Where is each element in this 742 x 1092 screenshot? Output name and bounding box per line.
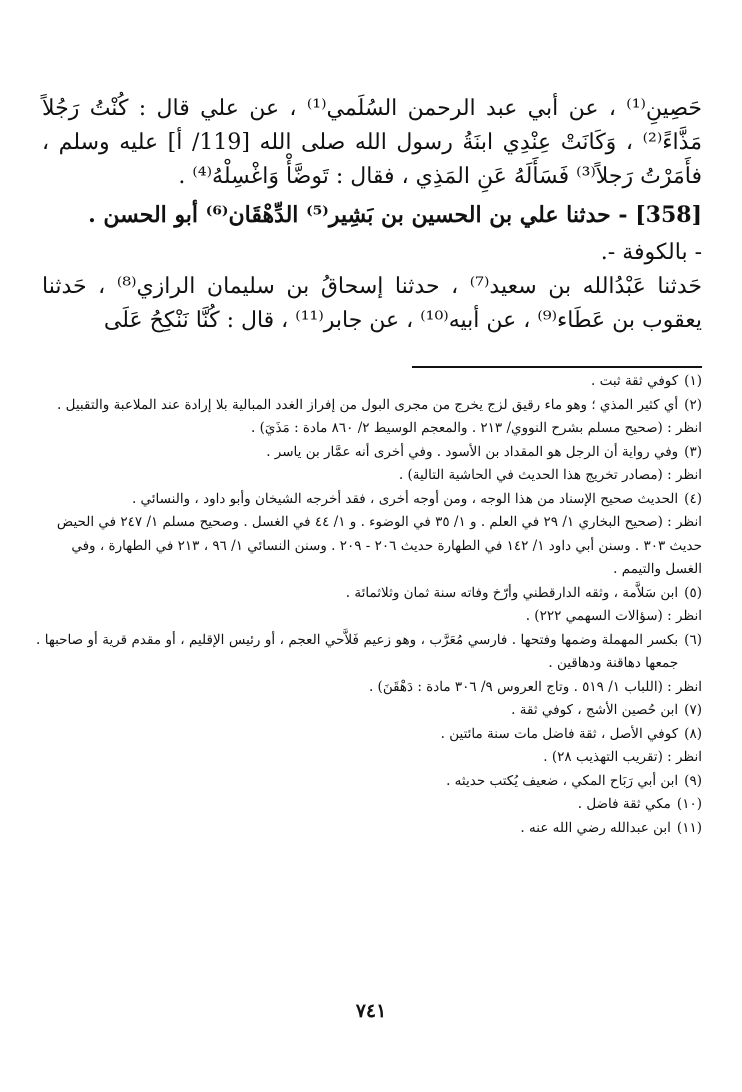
footnote-number: (١): [684, 373, 702, 389]
footnote: [36, 699, 702, 723]
footnotes: [36, 370, 702, 840]
footnote-text: ابن عبدالله رضي الله عنه .: [520, 819, 671, 836]
footnote-number: (٧): [684, 702, 702, 718]
hadith-heading: [358] - حدثنا علي بن الحسين بن بَشِير⁽⁵⁾ الدِّهْقَان⁽⁶⁾ أبو الحسن .: [88, 202, 702, 228]
footnote-number: (٩): [684, 772, 702, 789]
footnote: [36, 370, 702, 394]
footnote: [36, 582, 702, 606]
location-line: - بالكوفة -.: [600, 240, 702, 265]
footnote-number: (١٠): [676, 796, 702, 812]
footnote: [36, 488, 702, 512]
footnote-text: ابن حُصين الأشج ، كوفي ثقة .: [511, 702, 679, 718]
main-text: [42, 92, 702, 338]
footnote-number: (٢): [684, 396, 702, 413]
footnote-text: الحديث صحيح الإسناد من هذا الوجه ، ومن أوجه أخرى ، فقد أخرجه الشيخان وأبو داود ، والنسائي .: [131, 490, 679, 507]
main-paragraph-2: حَدثنا عَبْدُالله بن سعيد⁽⁷⁾ ، حدثنا إسحاقُ بن سليمان الرازي⁽⁸⁾ ، حَدثنا يعقوب بن عَطَاء⁽⁹⁾ ، عن أبيه⁽¹⁰⁾ ، عن جابر⁽¹¹⁾ ، قال : كُنَّا نَنْكِحُ عَلَى: [42, 274, 702, 333]
footnote-reference: انظر : (تقريب التهذيب ٢٨) .: [543, 749, 702, 765]
footnote-number: (٥): [684, 584, 702, 601]
footnote: [36, 441, 702, 465]
footnote-text: أي كثير المذي ؛ وهو ماء رقيق لزج يخرج من مجرى البول من إفراز الغدد المبالية بلا إرادة عند الملاعبة والتقبيل .: [57, 396, 679, 413]
footnote-text: بكسر المهملة وضمها وفتحها . فارسي مُعَرَّب ، وهو زعيم فَلاَّحي العجم ، أو رئيس الإقليم ، أو مقدم قرية أو صاحبها . جمعها دهاقنة ودهاقين .: [36, 631, 679, 671]
footnote-text: كوفي ثقة ثبت .: [590, 373, 679, 389]
footnote-reference: انظر : (مصادر تخريج هذا الحديث في الحاشية التالية) .: [398, 467, 702, 483]
footnote: [36, 723, 702, 747]
footnote-reference: انظر : (سؤالات السهمي ٢٢٢) .: [525, 608, 702, 624]
footnote-text: كوفي الأصل ، ثقة فاضل مات سنة مائتين .: [440, 725, 679, 742]
footnote-reference: انظر : (صحيح مسلم بشرح النووي/ ٢١٣ . والمعجم الوسيط ٢/ ٨٦٠ مادة : مَذَيَ) .: [251, 420, 702, 436]
footnote-number: (١١): [676, 819, 702, 836]
footnote: [36, 817, 702, 841]
footnote-text: وفي رواية أن الرجل هو المقداد بن الأسود . وفي أخرى أنه عمَّار بن ياسر .: [266, 443, 679, 460]
footnote-text: ابن سَلاَّمة ، وثقه الدارقطني وأرّخ وفاته سنة ثمان وثلاثمائة .: [345, 584, 679, 601]
footnote: [36, 394, 702, 418]
footnote-separator: [412, 366, 702, 368]
footnote-reference: انظر : (صحيح البخاري ١/ ٢٩ في العلم . و ١/ ٣٥ في الوضوء . و ١/ ٤٤ في الغسل . وصحيح مسلم ١/ ٢٤٧ في الحيض حديث ٣٠٣ . وسنن أبي داود ١/ ١٤٢ في الطهارة حديث ٢٠٦ - ٢٠٩ . وسنن النسائي ١/ ٩٦ ، ٢١٣ في الطهارة ، وفي الغسل والتيمم .: [56, 514, 702, 577]
footnote-number: (٤): [684, 490, 702, 507]
footnote-number: (٣): [684, 443, 702, 460]
footnote-text: مكي ثقة فاضل .: [577, 796, 671, 812]
footnote-number: (٨): [684, 725, 702, 742]
footnote: [36, 770, 702, 794]
main-paragraph-1: حَصِينِ⁽¹⁾ ، عن أبي عبد الرحمن السُلَمي⁽¹⁾ ، عن علي قال : كُنْتُ رَجُلاً مَذَّاءً⁽²⁾ ، وَكَانَتْ عِنْدِي ابنَةُ رسول الله صلى الله [119/ أ] عليه وسلم ، فأَمَرْتُ رَجلاً⁽³⁾ فَسَأَلَهُ عَنِ المَذِي ، فقال : تَوضَّأْ وَاغْسِلْهُ⁽⁴⁾ .: [42, 96, 703, 189]
footnote: [36, 793, 702, 817]
page-number: ٧٤١: [355, 1000, 387, 1022]
footnote-text: ابن أبي رَبَاح المكي ، ضعيف يُكتب حديثه .: [446, 772, 679, 789]
footnote-reference: انظر : (اللباب ١/ ٥١٩ . وتاج العروس ٩/ ٣٠٦ مادة : دَهْقَنَ) .: [368, 678, 702, 695]
footnote-number: (٦): [684, 631, 702, 648]
footnote: [36, 629, 702, 676]
